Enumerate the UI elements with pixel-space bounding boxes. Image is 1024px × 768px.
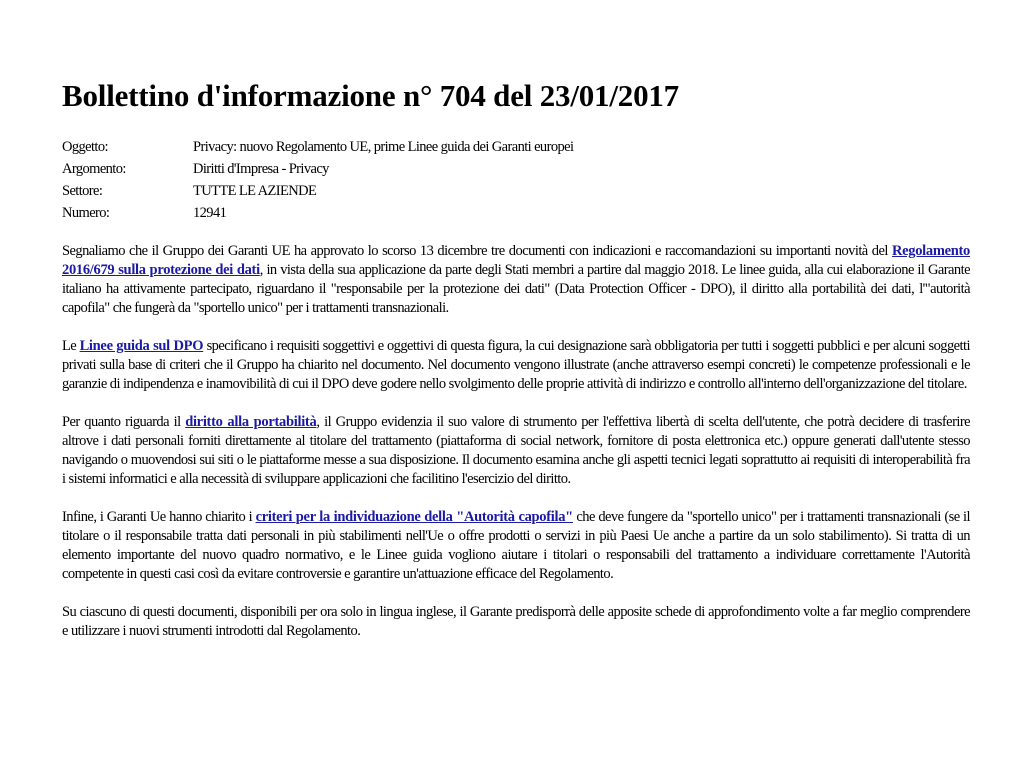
paragraph-text: Le (62, 338, 80, 354)
meta-row-topic (62, 158, 970, 180)
paragraph-text: Segnaliamo che il Gruppo dei Garanti UE ha approvato lo scorso 13 dicembre tre documenti con indicazioni e raccomandazioni su importanti novità del (62, 243, 892, 259)
meta-label: Argomento: (62, 161, 126, 177)
paragraph (62, 603, 970, 641)
lead-authority-link[interactable]: criteri per la individuazione della "Autorità capofila" (255, 509, 573, 525)
meta-value: 12941 (193, 205, 227, 221)
paragraph-text: , in vista della sua applicazione da parte degli Stati membri a partire dal maggio 2018. Le linee guida, alla cui elaborazione il Garante italiano ha attivamente partecipato, riguardano il "responsabile per la protezione dei dati" (Data Protection Officer - DPO), il diritto alla portabilità dei dati, l'"autorità capofila" che fungerà da "sportello unico" per i trattamenti transnazionali. (62, 262, 970, 316)
portability-link[interactable]: diritto alla portabilità (185, 414, 317, 430)
paragraph (62, 508, 970, 584)
paragraph (62, 337, 970, 394)
meta-label: Settore: (62, 183, 103, 199)
paragraph-text: Infine, i Garanti Ue hanno chiarito i (62, 509, 256, 525)
meta-value: TUTTE LE AZIENDE (193, 183, 317, 199)
paragraph-text: , il Gruppo evidenzia il suo valore di strumento per l'effettiva libertà di scelta dell'utente, che potrà decidere di trasferire altrove i dati personali forniti direttamente al titolare del trattamento (piattaforma di social network, fornitore di posta elettronica etc.) oppure generati dall'utente stesso navigando o muovendosi sui siti o le piattaforme messe a sua disposizione. Il documento esamina anche gli aspetti tecnici legati soprattutto ai requisiti di interoperabilità fra i sistemi informatici e alla necessità di sviluppare applicazioni che facilitino l'esercizio del diritto. (62, 414, 970, 487)
paragraph-text: che deve fungere da "sportello unico" per i trattamenti transnazionali (se il titolare o il responsabile tratta dati personali in più stabilimenti nell'Ue o offre prodotti o servizi in più Paesi Ue anche a partire da un solo stabilimento). Si tratta di un elemento importante del nuovo quadro normativo, e le Linee guida vogliono aiutare i titolari o responsabili del trattamento a individuare correttamente l'Autorità competente in questi casi così da evitare controversie e garantire un'attuazione efficace del Regolamento. (62, 509, 971, 582)
meta-label: Oggetto: (62, 139, 108, 155)
dpo-guidelines-link[interactable]: Linee guida sul DPO (79, 338, 204, 354)
paragraph-text: Per quanto riguarda il (62, 414, 186, 430)
meta-row-number (62, 202, 970, 224)
paragraph-text: Su ciascuno di questi documenti, disponibili per ora solo in lingua inglese, il Garante predisporrà delle apposite schede di approfondimento volte a far meglio comprendere e utilizzare i nuovi strumenti introdotti dal Regolamento. (62, 604, 970, 639)
paragraph-text: specificano i requisiti soggettivi e oggettivi di questa figura, la cui designazione sarà obbligatoria per tutti i soggetti pubblici e per alcuni soggetti privati sulla base di criteri che il Gruppo ha chiarito nel documento. Nel documento vengono illustrate (anche attraverso esempi concreti) le competenze professionali e le garanzie di indipendenza e inamovibilità di cui il DPO deve godere nello svolgimento delle proprie attività di indirizzo e controllo all'interno dell'organizzazione del titolare. (62, 338, 970, 392)
metadata-table (62, 136, 970, 224)
meta-row-subject (62, 136, 970, 158)
meta-value: Diritti d'Impresa - Privacy (193, 161, 329, 177)
bulletin-body (62, 242, 970, 641)
meta-row-sector (62, 180, 970, 202)
paragraph (62, 413, 970, 489)
regulation-link[interactable]: Regolamento 2016/679 sulla protezione dei dati (62, 243, 970, 278)
bulletin-page (62, 78, 970, 660)
page-title: Bollettino d'informazione n° 704 del 23/01/2017 (62, 78, 679, 113)
paragraph (62, 242, 970, 318)
meta-value: Privacy: nuovo Regolamento UE, prime Linee guida dei Garanti europei (193, 139, 574, 155)
meta-label: Numero: (62, 205, 110, 221)
